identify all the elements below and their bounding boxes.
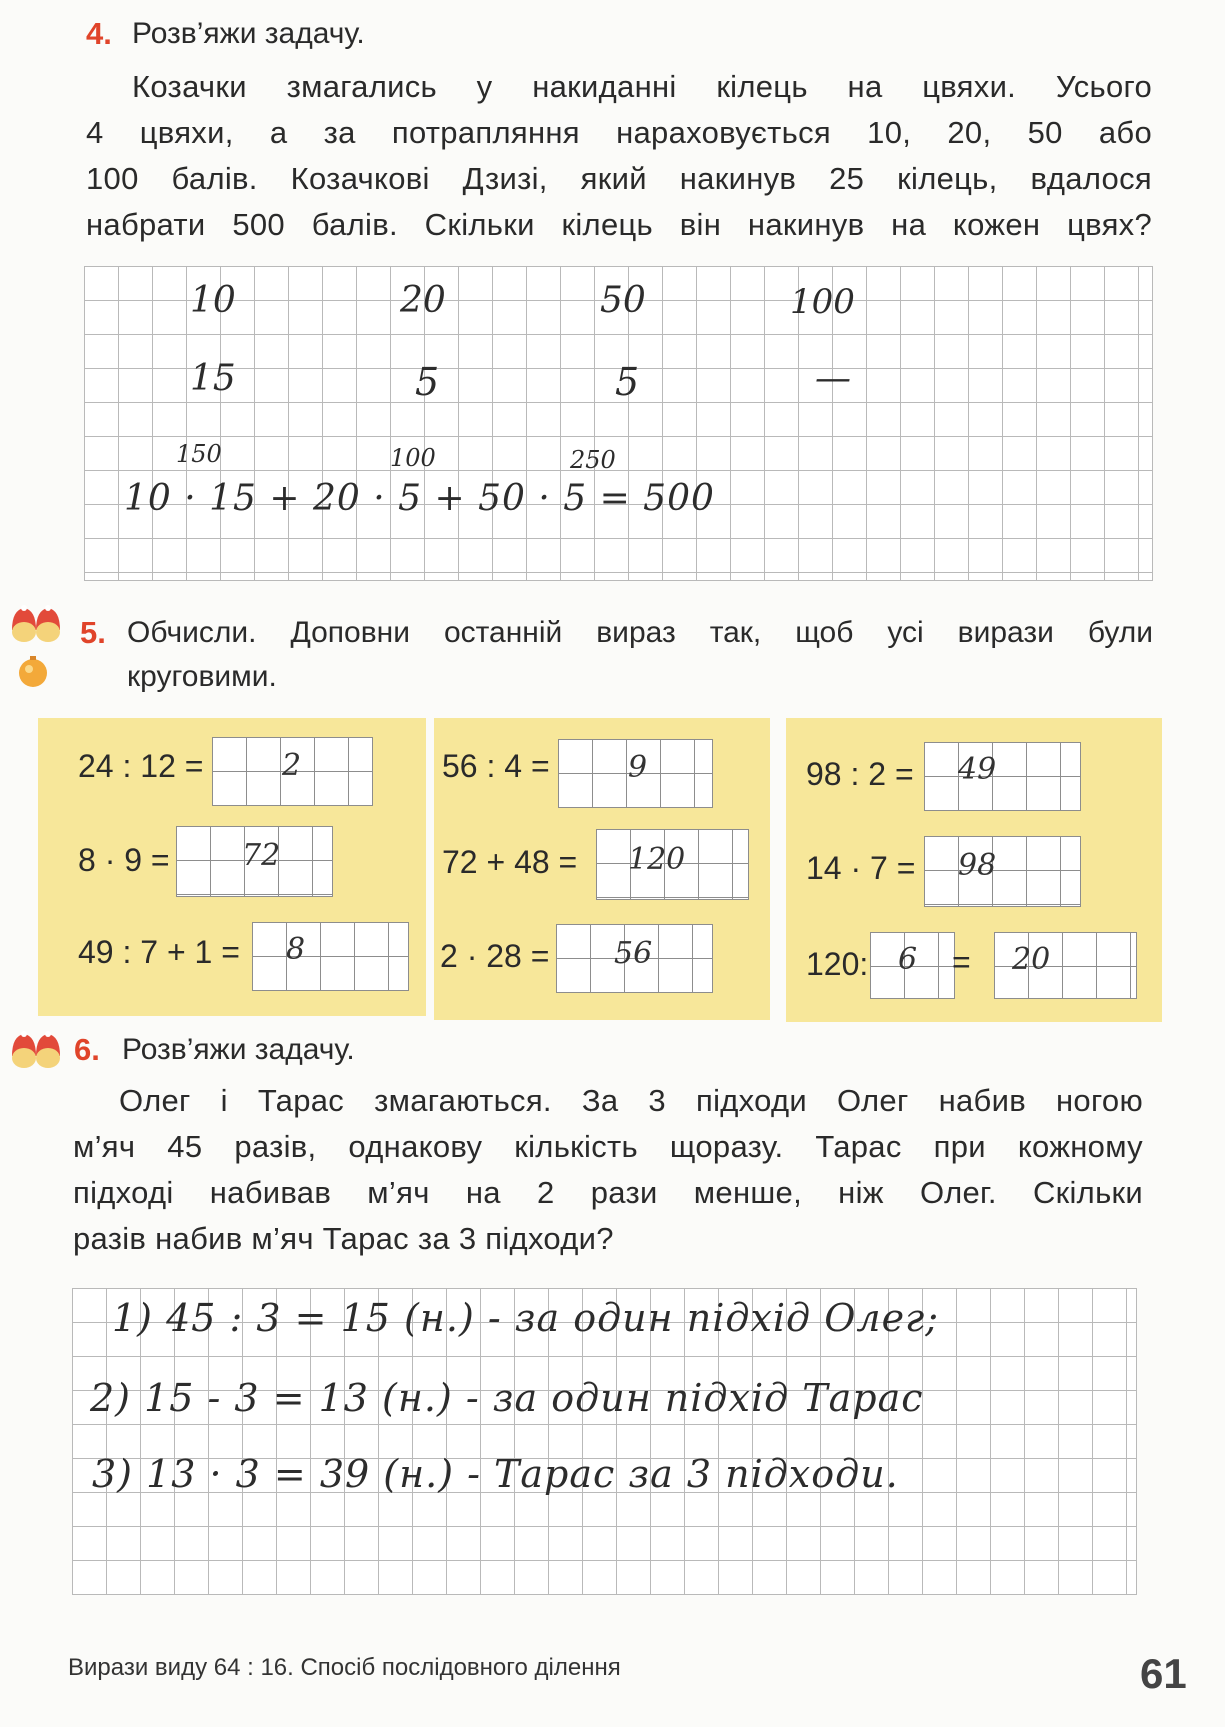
hw-product-250: 250 xyxy=(570,446,616,474)
footer-topic: Вирази виду 64 : 16. Спосіб послідовного ділення xyxy=(68,1654,621,1681)
hw-rings-dash: — xyxy=(815,358,851,399)
expr-2-1: 56 : 4 = xyxy=(442,748,550,784)
task4-line: 100 балів. Козачкові Дзизі, який накинув 25 кілець, вдалося xyxy=(86,161,1152,196)
hw-rings-5b: 5 xyxy=(615,360,640,404)
hw-points-20: 20 xyxy=(400,280,446,321)
expr-1-1: 24 : 12 = xyxy=(78,748,204,784)
task6-text xyxy=(73,1078,1143,1262)
task6-title: Розв’яжи задачу. xyxy=(122,1033,355,1066)
task4-line: набрати 500 балів. Скільки кілець він накинув на кожен цвях? xyxy=(86,207,1152,242)
task6-line: Олег і Тарас змагаються. За 3 підходи Олег набив ногою xyxy=(119,1083,1143,1118)
hw-points-10: 10 xyxy=(190,280,236,321)
ball-icon xyxy=(16,654,50,688)
task4-line: 4 цвяхи, а за потрапляння нараховується 10, 20, 50 або xyxy=(86,115,1152,150)
expr-3-3: 120: xyxy=(806,946,869,982)
hw-product-100: 100 xyxy=(390,444,436,472)
task4-number: 4. xyxy=(86,16,112,51)
task6-number: 6. xyxy=(74,1032,100,1067)
hw-rings-5a: 5 xyxy=(415,360,440,404)
task6-line: разів набив м’яч Тарас за 3 підходи? xyxy=(73,1221,614,1256)
hw-step-2: 2) 15 - 3 = 13 (н.) - за один підхід Тарас xyxy=(90,1376,924,1420)
page-number: 61 xyxy=(1140,1650,1187,1697)
task5-title-line2: круговими. xyxy=(127,660,277,693)
expr-3-2: 14 · 7 = xyxy=(806,850,916,886)
task5-title-line1: Обчисли. Доповни останній вираз так, щоб усі вирази були xyxy=(127,616,1153,649)
bells-icon xyxy=(4,1026,68,1078)
hw-step-1: 1) 45 : 3 = 15 (н.) - за один підхід Олег; xyxy=(112,1296,940,1340)
answer-3-3: 20 xyxy=(1012,942,1051,977)
answer-2-3: 56 xyxy=(614,936,653,971)
task4-text xyxy=(86,64,1152,248)
task4-line: Козачки змагались у накиданні кілець на цвяхи. Усього xyxy=(132,69,1152,104)
expr-1-2: 8 · 9 = xyxy=(78,842,170,878)
expr-3-1: 98 : 2 = xyxy=(806,756,914,792)
task6-line: підході набивав м’яч на 2 рази менше, ніж Олег. Скільки xyxy=(73,1175,1143,1210)
hw-points-50: 50 xyxy=(600,280,646,321)
task6-line: м’яч 45 разів, однакову кількість щоразу. Тарас при кожному xyxy=(73,1129,1143,1164)
expr-2-2: 72 + 48 = xyxy=(442,844,578,880)
expr-1-3: 49 : 7 + 1 = xyxy=(78,934,240,970)
hw-points-100: 100 xyxy=(790,282,855,322)
hw-step-3: 3) 13 · 3 = 39 (н.) - Тарас за 3 підходи. xyxy=(92,1452,899,1496)
hw-product-150: 150 xyxy=(176,440,222,468)
hw-rings-15: 15 xyxy=(190,358,236,399)
answer-1-1: 2 xyxy=(282,748,302,783)
answer-cells[interactable] xyxy=(252,922,409,991)
answer-2-1: 9 xyxy=(628,750,648,785)
task4-title: Розв’яжи задачу. xyxy=(132,17,365,50)
hw-equation: 10 · 15 + 20 · 5 + 50 · 5 = 500 xyxy=(124,478,715,519)
answer-3-2: 98 xyxy=(958,848,997,883)
expr-2-3: 2 · 28 = xyxy=(440,938,550,974)
answer-1-2: 72 xyxy=(242,838,281,873)
expr-3-3-equals: = xyxy=(952,944,971,980)
bells-icon xyxy=(4,600,68,652)
answer-3-1: 49 xyxy=(958,752,997,787)
task5-number: 5. xyxy=(80,615,106,650)
answer-cells[interactable] xyxy=(924,742,1081,811)
answer-2-2: 120 xyxy=(628,842,686,877)
answer-1-3: 8 xyxy=(286,932,306,967)
answer-cells[interactable] xyxy=(924,836,1081,907)
fill-value: 6 xyxy=(898,942,918,977)
